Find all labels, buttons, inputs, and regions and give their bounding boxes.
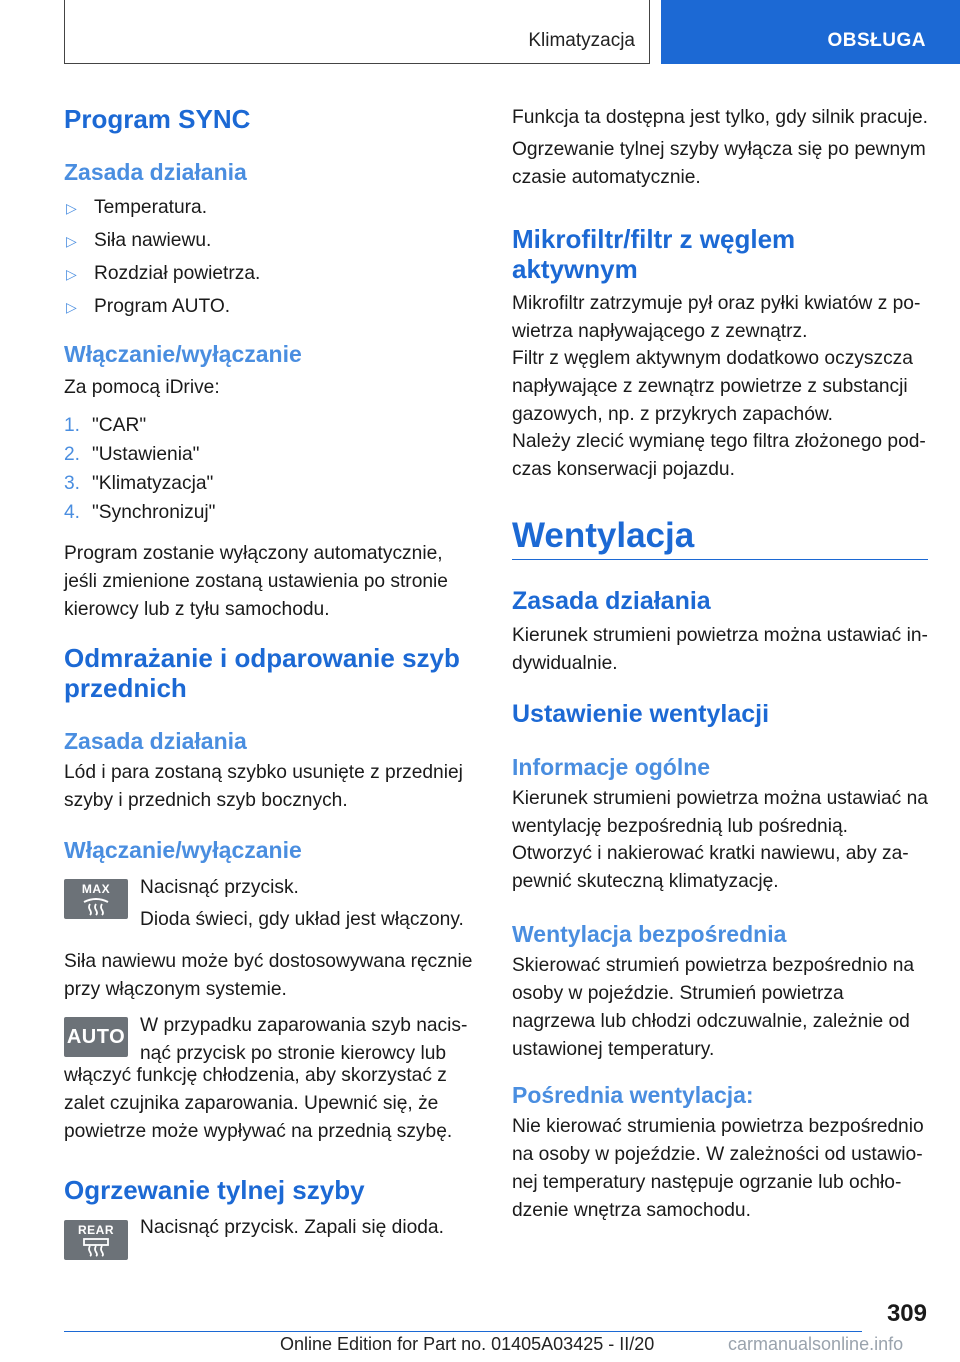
triangle-bullet-icon: ▷ — [66, 266, 77, 282]
sync-steps-list — [64, 412, 478, 528]
subheading-sync-principle: Zasada działania — [64, 159, 247, 185]
list-item: 4. "Synchronizuj" — [64, 502, 216, 523]
defrost-airflow: Siła nawiewu może być dostosowywana ręcznie przy włączonym systemie. — [64, 951, 473, 1000]
defrost-text: Lód i para zostaną szybko usunięte z przedniej szyby i przednich szyb bocznych. — [64, 762, 463, 811]
list-item: 2. "Ustawienia" — [64, 444, 200, 465]
filter-text-3: Należy zlecić wymianę tego filtra złożonego podczas konserwacji pojazdu. — [512, 431, 926, 480]
defrost-press: Nacisnąć przycisk. — [140, 877, 299, 898]
header-section-box — [64, 0, 650, 64]
rear-window-heat-icon — [81, 1237, 111, 1257]
list-item: ▷ Rozdział powietrza. — [64, 260, 478, 293]
subheading-sync-onoff: Włączanie/wyłączanie — [64, 341, 302, 367]
heading-defrost: Odmrażanie i odparowanie szyb przednich — [64, 643, 460, 703]
rear-press: Nacisnąć przycisk. Zapali się dioda. — [140, 1217, 444, 1238]
heading-ventilation: Wentylacja — [512, 516, 695, 555]
edition-note: Online Edition for Part no. 01405A03425 - II/20 — [280, 1334, 655, 1354]
watermark: carmanualsonline.info — [728, 1334, 904, 1354]
general-text-2: Otworzyć i nakierować kratki nawiewu, aby zapewnić skuteczną klimatyzację. — [512, 843, 909, 892]
triangle-bullet-icon: ▷ — [66, 200, 77, 216]
triangle-bullet-icon: ▷ — [66, 233, 77, 249]
footer-divider — [64, 1331, 862, 1332]
triangle-bullet-icon: ▷ — [66, 299, 77, 315]
subheading-vent-principle: Zasada działania — [512, 587, 711, 615]
sync-bullet-list — [64, 194, 478, 326]
list-item: ▷ Siła nawiewu. — [64, 227, 478, 260]
section-title: Klimatyzacja — [528, 30, 635, 51]
subheading-direct-vent: Wentylacja bezpośrednia — [512, 921, 787, 947]
page-number: 309 — [886, 1300, 927, 1327]
subheading-defrost-principle: Zasada działania — [64, 728, 247, 754]
rear-auto-off: Ogrzewanie tylnej szyby wyłącza się po pewnym czasie automatycznie. — [512, 139, 926, 188]
list-item: ▷ Temperatura. — [64, 194, 478, 227]
section-divider — [512, 559, 928, 560]
defrost-led: Dioda świeci, gdy układ jest włączony. — [140, 909, 464, 930]
subheading-defrost-onoff: Włączanie/wyłączanie — [64, 837, 302, 863]
heading-microfilter: Mikrofiltr/filtr z węglem aktywnym — [512, 224, 796, 284]
subheading-indirect-vent: Pośrednia wentylacja: — [512, 1082, 754, 1108]
filter-text-1: Mikrofiltr zatrzymuje pył oraz pyłki kwiatów z powietrza napływającego z zewnątrz. — [512, 293, 921, 342]
direct-vent-text: Skierować strumień powietrza bezpośrednio na osoby w pojeździe. Strumień powietrza nagrzewa lub chłodzi odczuwalnie, zależnie od ustawionej temperatury. — [512, 955, 915, 1060]
rear-defrost-button-icon: REAR — [64, 1220, 128, 1260]
heading-rear-window: Ogrzewanie tylnej szyby — [64, 1175, 365, 1205]
sync-note: Program zostanie wyłączony automatycznie, jeśli zmienione zostaną ustawienia po stronie kierowcy lub z tyłu samochodu. — [64, 543, 448, 620]
header-chapter-tab — [661, 0, 960, 64]
filter-text-2: Filtr z węglem aktywnym dodatkowo oczyszcza napływające z zewnątrz powietrze z substancji gazowych, np. z przykrych zapachów. — [512, 348, 913, 425]
auto-text-first: W przypadku zaparowania szyb nacisnąć przycisk po stronie kierowcy lub — [140, 1015, 468, 1064]
auto-button-icon: AUTO — [64, 1017, 128, 1057]
windshield-heat-icon — [81, 896, 111, 916]
idrive-intro: Za pomocą iDrive: — [64, 377, 220, 398]
general-text-1: Kierunek strumieni powietrza można ustawiać na wentylację bezpośrednią lub pośrednią. — [512, 788, 928, 837]
auto-text-rest: włączyć funkcję chłodzenia, aby skorzystać z zalet czujnika zaparowania. Upewnić się, że powietrze może wypływać na przednią szybę. — [64, 1065, 453, 1142]
subheading-general-info: Informacje ogólne — [512, 754, 711, 780]
rear-engine-note: Funkcja ta dostępna jest tylko, gdy silnik pracuje. — [512, 107, 928, 128]
chapter-title: OBSŁUGA — [827, 30, 926, 51]
vent-principle-text: Kierunek strumieni powietrza można ustawiać indywidualnie. — [512, 625, 928, 674]
max-defrost-button-icon: MAX — [64, 879, 128, 919]
heading-vent-setting: Ustawienie wentylacji — [512, 700, 770, 728]
heading-sync: Program SYNC — [64, 104, 251, 134]
indirect-vent-text: Nie kierować strumienia powietrza bezpośrednio na osoby w pojeździe. W zależności od ustawionej temperatury następuje ogrzanie lub ochłodzenie wnętrza samochodu. — [512, 1116, 924, 1221]
list-item: 1. "CAR" — [64, 415, 147, 436]
list-item: 3. "Klimatyzacja" — [64, 473, 214, 494]
list-item: ▷ Program AUTO. — [64, 293, 478, 326]
